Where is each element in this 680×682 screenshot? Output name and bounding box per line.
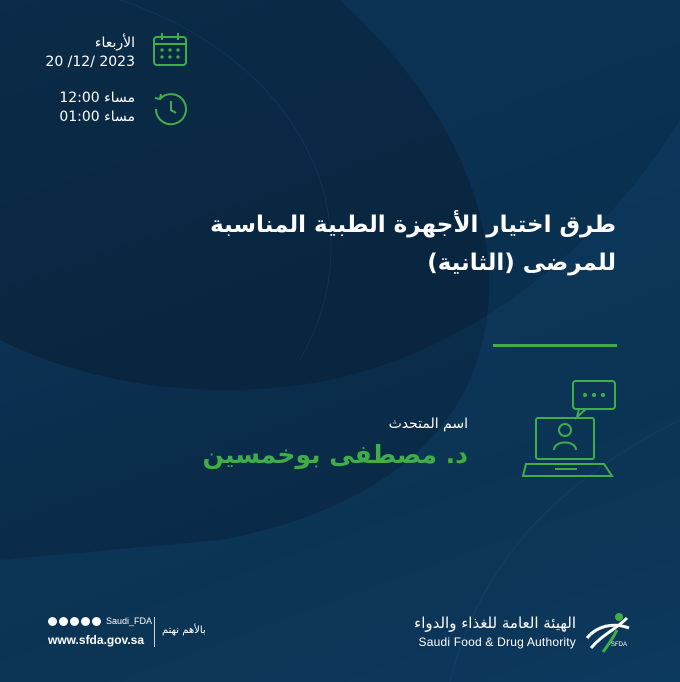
org-name-arabic: الهيئة العامة للغذاء والدواء (414, 614, 576, 632)
accent-divider (493, 344, 617, 347)
organization-name (414, 614, 576, 652)
start-time-row (59, 89, 135, 108)
slogan: بالأهم نهتم (162, 625, 206, 636)
end-time-row (59, 108, 135, 127)
start-time: 12:00 (59, 90, 100, 106)
presenter-laptop-icon (519, 378, 619, 480)
sfda-logo (583, 608, 635, 656)
event-date: 20 /12/ 2023 (45, 54, 135, 70)
facebook-icon[interactable] (81, 617, 90, 626)
linkedin-icon[interactable] (48, 617, 57, 626)
start-period: مساء (104, 90, 135, 106)
logo-wordmark: SFDA (611, 642, 628, 648)
instagram-icon[interactable] (59, 617, 68, 626)
twitter-icon[interactable] (92, 617, 101, 626)
speaker-name: د. مصطفى بوخمسين (202, 440, 468, 469)
calendar-icon (152, 32, 188, 68)
session-title (146, 206, 616, 282)
org-name-english: Saudi Food & Drug Authority (418, 635, 576, 649)
youtube-icon[interactable] (70, 617, 79, 626)
website-link[interactable]: www.sfda.gov.sa (48, 633, 145, 647)
social-row (48, 614, 152, 628)
title-line-1: طرق اختيار الأجهزة الطبية المناسبة (210, 212, 616, 238)
time-block (59, 89, 135, 127)
clock-icon (152, 90, 190, 128)
social-handle[interactable]: Saudi_FDA (106, 616, 153, 626)
end-time: 01:00 (59, 109, 100, 125)
date-block (45, 34, 135, 72)
speaker-label: اسم المتحدث (388, 416, 468, 432)
contact-block (48, 614, 152, 647)
event-day: الأربعاء (94, 35, 135, 51)
title-line-2: للمرضى (الثانية) (427, 250, 616, 276)
end-period: مساء (104, 109, 135, 125)
footer-separator (154, 617, 155, 647)
